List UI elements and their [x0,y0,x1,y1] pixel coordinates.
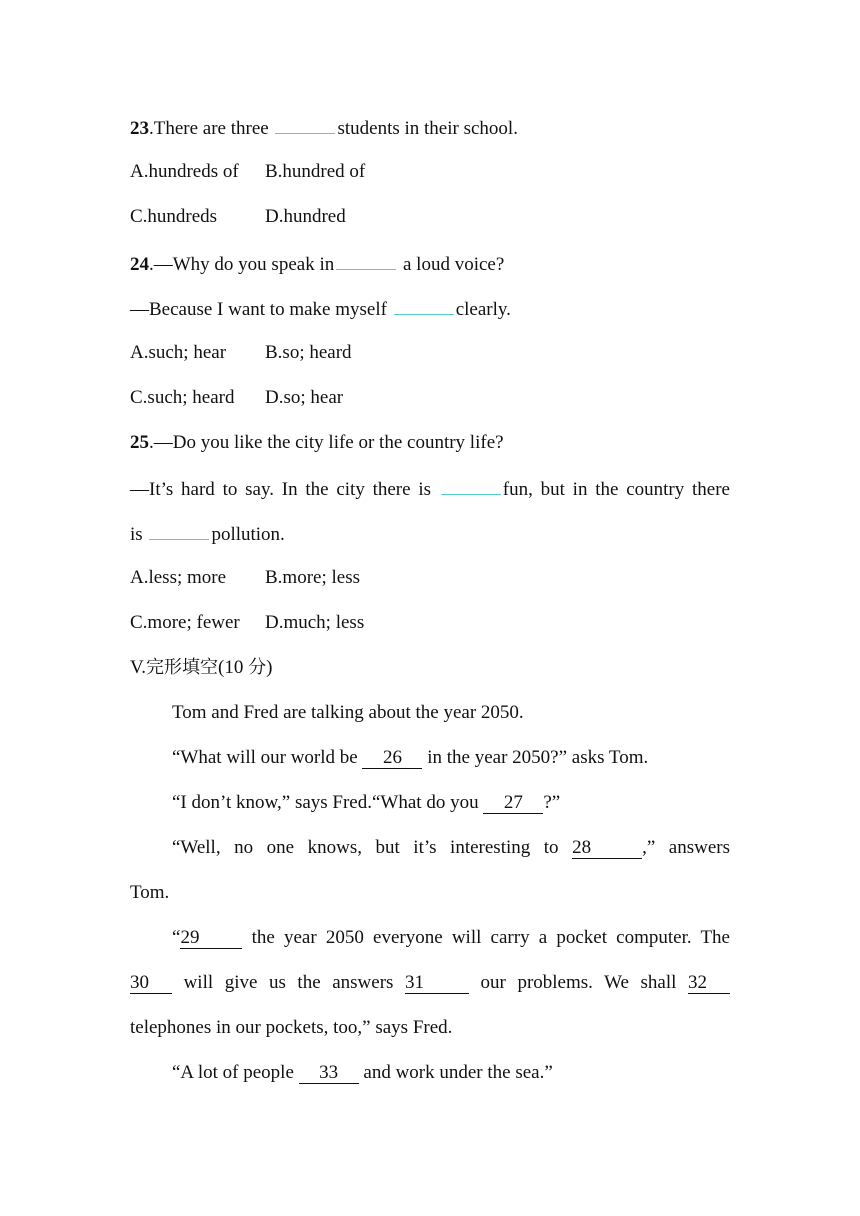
question-23-stem: 23.There are three students in their school. [130,115,730,141]
option-d: D.so; hear [265,387,344,408]
question-25-stem: 25.—Do you like the city life or the country life? [130,432,504,453]
answer-blank [149,521,209,540]
question-number: 25 [130,432,149,453]
question-23-options-ab [130,160,730,184]
passage-line-3: “I don’t know,” says Fred.“What do you 27 ?” [172,792,561,813]
cloze-blank-31: 31 [405,973,469,994]
cloze-blank-28: 28 [572,838,642,859]
option-b: B.hundred of [265,161,366,182]
question-24-options-cd [130,386,730,410]
section-heading: V.完形填空(10 分) [130,657,273,678]
option-a: A.less; more [130,567,227,588]
passage-line-4: “Well, no one knows, but it’s interesting to 28 ,” answers [172,837,731,858]
option-a: A.such; hear [130,342,227,363]
question-number: 24 [130,254,149,275]
passage-line-7: telephones in our pockets, too,” says Fred. [130,1017,453,1038]
passage-line-5: “29 the year 2050 everyone will carry a pocket computer. The [172,927,730,948]
question-24-reply: —Because I want to make myself clearly. [130,296,730,322]
cloze-blank-26: 26 [362,748,422,769]
cloze-blank-29: 29 [180,928,242,949]
question-number: 23 [130,118,149,139]
option-b: B.so; heard [265,342,352,363]
option-b: B.more; less [265,567,360,588]
question-25-options-cd [130,611,730,635]
answer-blank [336,251,396,270]
question-24-options-ab [130,341,730,365]
option-a: A.hundreds of [130,161,239,182]
passage-line-4-cont: Tom. [130,882,170,903]
question-23-options-cd [130,205,730,229]
cloze-blank-30: 30 [130,973,172,994]
passage-line-1: Tom and Fred are talking about the year 2050. [172,702,524,723]
cloze-blank-33: 33 [299,1063,359,1084]
passage-line-8: “A lot of people 33 and work under the sea.” [172,1062,553,1083]
passage-line-2: “What will our world be 26 in the year 2050?” asks Tom. [172,747,649,768]
option-c: C.such; heard [130,387,235,408]
question-25-reply: —It’s hard to say. In the city there is fun, but in the country there [130,476,730,502]
option-c: C.more; fewer [130,612,240,633]
question-25-options-ab [130,566,730,590]
cloze-blank-32: 32 [688,973,730,994]
cloze-blank-27: 27 [483,793,543,814]
option-c: C.hundreds [130,206,218,227]
answer-blank [441,476,501,495]
question-25-reply-cont: is pollution. [130,521,730,547]
passage-line-6: 30 will give us the answers 31 our problems. We shall 32 [130,971,730,995]
option-d: D.much; less [265,612,365,633]
option-d: D.hundred [265,206,346,227]
answer-blank [394,296,454,315]
question-24-stem: 24.—Why do you speak in a loud voice? [130,251,730,277]
answer-blank [275,115,335,134]
